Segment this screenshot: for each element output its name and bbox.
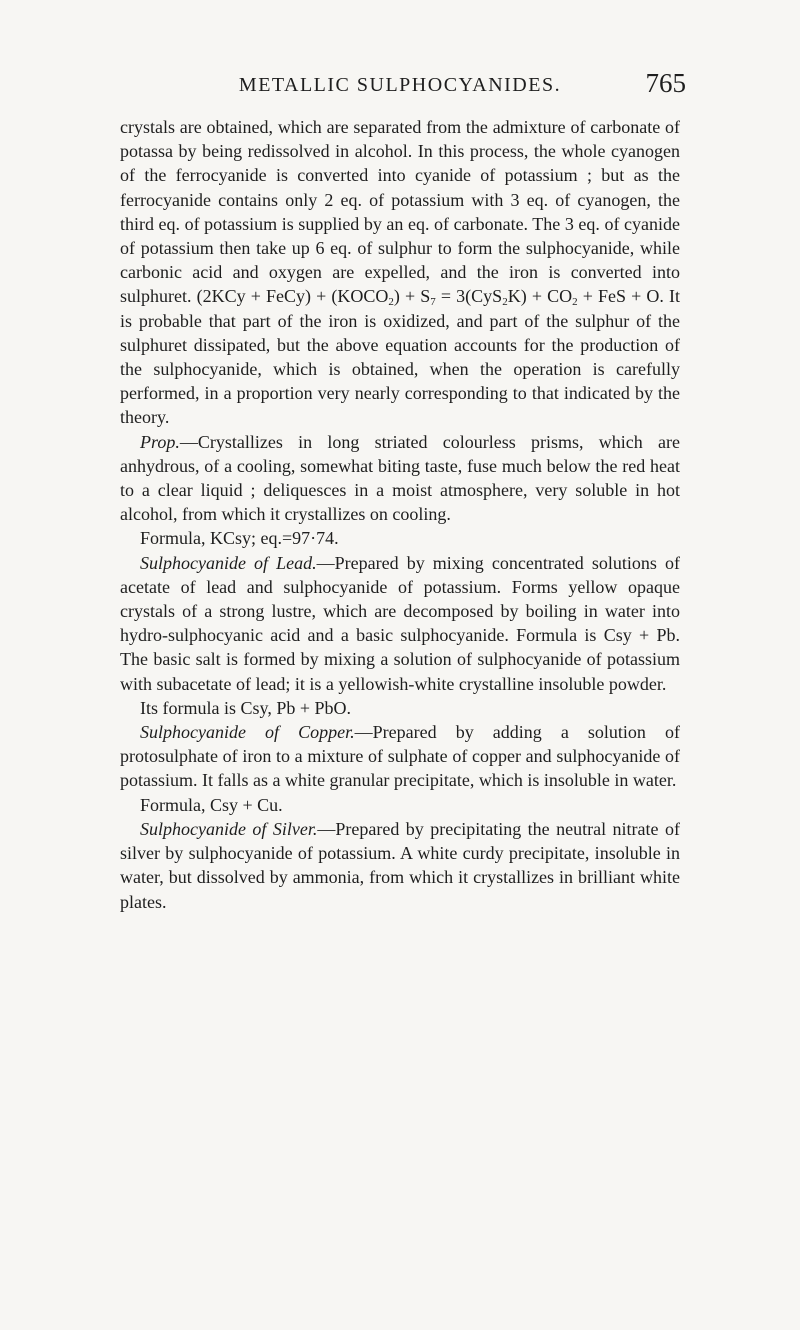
- equation-part: = 3(CyS: [435, 286, 503, 307]
- equation-part: K) + CO: [507, 286, 573, 307]
- properties-formula: Formula, KCsy; eq.=97·74.: [140, 528, 339, 549]
- paragraph-lead: [120, 551, 680, 696]
- copper-heading: Sulphocyanide of Copper.: [140, 722, 355, 743]
- paragraph-silver: [120, 817, 680, 914]
- equation-part: ) + S: [393, 286, 431, 307]
- paragraph-properties: [120, 430, 680, 527]
- subscript: 7: [430, 296, 436, 309]
- lead-text: —Prepared by mixing concentrated solutions of acetate of lead and sulphocyanide of potassium. Forms yellow opaque crystals of a strong lustre, which are decomposed by boiling in water into hydro-sulphocyanic acid and a basic sulphocyanide. Formula is Csy + Pb. The basic salt is formed by mixing a solution of sulphocyanide of potassium with subacetate of lead; it is a yellowish-white crystalline insoluble powder.: [120, 552, 680, 694]
- page-number: 765: [645, 68, 686, 98]
- copper-formula: Formula, Csy + Cu.: [140, 794, 283, 815]
- silver-text: —Prepared by precipitating the neutral nitrate of silver by sulphocyanide of potassium. A white curdy precipitate, insoluble in water, but dissolved by ammonia, from which it crystallizes in brilliant white plates.: [120, 818, 680, 912]
- body-text: [120, 115, 680, 914]
- subscript: 2: [502, 296, 508, 309]
- copper-text: —Prepared by adding a solution of protosulphate of iron to a mixture of sulphate of copper and sulphocyanide of potassium. It falls as a white granular precipitate, which is insoluble in water.: [120, 722, 680, 791]
- properties-text: —Crystallizes in long striated colourless prisms, which are anhydrous, of a cooling, somewhat biting taste, fuse much below the red heat to a clear liquid ; deliquesces in a moist atmosphere, very soluble in hot alcohol, from which it crystallizes on cooling.: [120, 431, 680, 525]
- subscript: 2: [388, 296, 394, 309]
- paragraph-process-continuation: + FeS + O. It is probable that part of the iron is oxidized, and part of the sulphur of the sulphuret dissipated, but the above equation accounts for the production of the sulphocyanide, which is obtained, when the operation is carefully performed, in a proportion very nearly corresponding to that indicated by the theory.: [120, 286, 680, 428]
- running-header: [0, 68, 800, 108]
- lead-formula: Its formula is Csy, Pb + PbO.: [140, 697, 351, 718]
- lead-heading: Sulphocyanide of Lead.: [140, 552, 317, 573]
- paragraph-process: [120, 115, 680, 430]
- running-title: METALLIC SULPHOCYANIDES.: [238, 74, 562, 96]
- paragraph-copper: [120, 720, 680, 793]
- silver-heading: Sulphocyanide of Silver.: [140, 818, 318, 839]
- properties-heading: Prop.: [140, 431, 180, 452]
- paragraph-process-text: crystals are obtained, which are separated from the admixture of carbonate of potassa by being redissolved in alcohol. In this process, the whole cyanogen of the ferrocyanide is converted into cyanide of potassium ; but as the ferrocyanide contains only 2 eq. of potassium with 3 eq. of cyanogen, the third eq. of potassium is supplied by an eq. of carbonate. The 3 eq. of cyanide of potassium then take up 6 eq. of sulphur to form the sulphocyanide, while carbonic acid and oxygen are expelled, and the iron is converted into sulphuret. (2KCy + FeCy) + (KOCO: [120, 117, 680, 307]
- subscript: 2: [572, 296, 578, 309]
